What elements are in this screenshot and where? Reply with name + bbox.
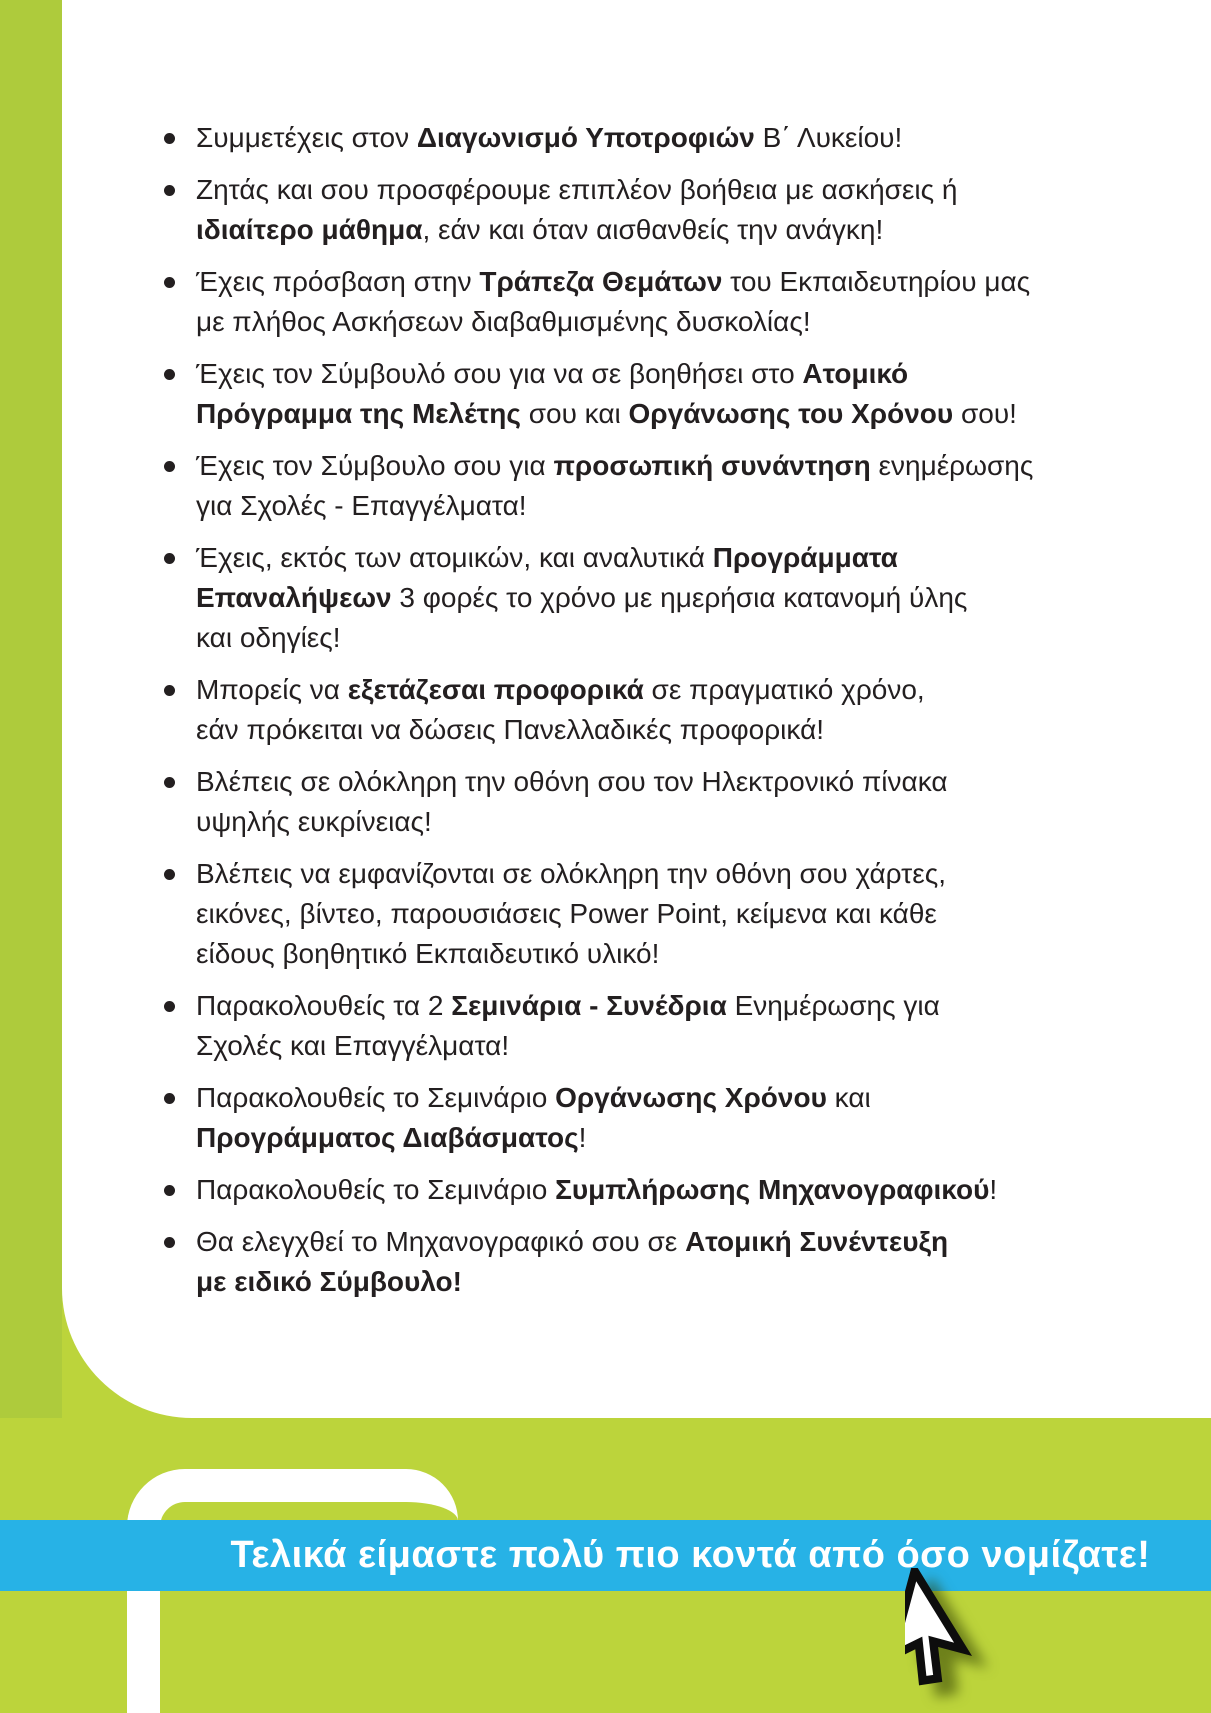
list-item-line	[196, 1170, 1102, 1210]
list-item	[162, 762, 1102, 842]
footer-banner	[0, 1520, 1211, 1591]
text-run: Οργάνωσης του Χρόνου	[628, 398, 954, 429]
list-item-line	[196, 1078, 1102, 1118]
list-item-line	[196, 302, 1102, 342]
list-item-line	[196, 934, 1102, 974]
text-run: και	[826, 1082, 871, 1113]
list-item-line	[196, 170, 1102, 210]
bullet-dot-icon	[164, 277, 175, 288]
list-item-line	[196, 118, 1102, 158]
text-run: Έχεις τον Σύμβουλό σου για να σε βοηθήσει στο	[196, 358, 803, 389]
text-run: εικόνες, βίντεο, παρουσιάσεις Power Point, κείμενα και κάθε	[196, 898, 937, 929]
text-run: , εάν και όταν αισθανθείς την ανάγκη!	[422, 214, 884, 245]
list-item-line	[196, 1118, 1102, 1158]
text-run: Συμπλήρωσης Μηχανογραφικού	[555, 1174, 990, 1205]
text-run: Β΄ Λυκείου!	[754, 122, 903, 153]
bullet-dot-icon	[164, 461, 175, 472]
text-run: Έχεις, εκτός των ατομικών, και αναλυτικά	[196, 542, 713, 573]
text-run: για Σχολές - Επαγγέλματα!	[196, 490, 527, 521]
text-run: Παρακολουθείς τα 2	[196, 990, 452, 1021]
list-item-line	[196, 618, 1102, 658]
text-run: Διαγωνισμό Υποτροφιών	[416, 122, 755, 153]
footer-banner-text: Τελικά είμαστε πολύ πιο κοντά από όσο νομίζατε!	[230, 1534, 1151, 1576]
text-run: Ατομικό	[802, 358, 909, 389]
text-run: εάν πρόκειται να δώσεις Πανελλαδικές προφορικά!	[196, 714, 825, 745]
text-run: Προγράμματος Διαβάσματος	[196, 1122, 579, 1153]
bullet-dot-icon	[164, 869, 175, 880]
list-item	[162, 538, 1102, 658]
list-item	[162, 262, 1102, 342]
text-run: ενημέρωσης	[870, 450, 1034, 481]
list-item	[162, 1222, 1102, 1302]
list-item-line	[196, 538, 1102, 578]
list-item	[162, 446, 1102, 526]
text-run: σε πραγματικό χρόνο,	[643, 674, 925, 705]
bullet-dot-icon	[164, 777, 175, 788]
corner-frame-decoration	[127, 1469, 458, 1713]
list-item-line	[196, 802, 1102, 842]
list-item	[162, 1170, 1102, 1210]
list-item-line	[196, 670, 1102, 710]
text-run: 3 φορές το χρόνο με ημερήσια κατανομή ύλης	[391, 582, 968, 613]
list-item-line	[196, 578, 1102, 618]
text-run: !	[578, 1122, 587, 1153]
bullet-dot-icon	[164, 685, 175, 696]
list-item-line	[196, 486, 1102, 526]
list-item-line	[196, 210, 1102, 250]
text-run: Παρακολουθείς το Σεμινάριο	[196, 1082, 556, 1113]
bullet-dot-icon	[164, 1001, 175, 1012]
text-run: Τράπεζα Θεμάτων	[479, 266, 723, 297]
bullet-dot-icon	[164, 1237, 175, 1248]
text-run: Συμμετέχεις στον	[196, 122, 417, 153]
bullet-dot-icon	[164, 133, 175, 144]
list-item-line	[196, 1262, 1102, 1302]
text-run: Ατομική Συνέντευξη	[685, 1226, 949, 1257]
list-item-line	[196, 446, 1102, 486]
bullet-dot-icon	[164, 369, 175, 380]
text-run: και οδηγίες!	[196, 622, 341, 653]
text-run: σου και	[520, 398, 629, 429]
text-run: είδους βοηθητικό Εκπαιδευτικό υλικό!	[196, 938, 660, 969]
text-run: Ενημέρωσης για	[726, 990, 940, 1021]
list-item	[162, 118, 1102, 158]
list-item-line	[196, 762, 1102, 802]
text-run: υψηλής ευκρίνειας!	[196, 806, 432, 837]
list-item	[162, 986, 1102, 1066]
text-run: Θα ελεγχθεί το Μηχανογραφικό σου σε	[196, 1226, 686, 1257]
text-run: του Εκπαιδευτηρίου μας	[722, 266, 1031, 297]
text-run: Σχολές και Επαγγέλματα!	[196, 1030, 510, 1061]
list-item-line	[196, 854, 1102, 894]
list-item-line	[196, 354, 1102, 394]
list-item-line	[196, 986, 1102, 1026]
text-run: σου!	[953, 398, 1017, 429]
list-item-line	[196, 394, 1102, 434]
text-run: Πρόγραμμα της Μελέτης	[196, 398, 521, 429]
text-run: Οργάνωσης Χρόνου	[555, 1082, 827, 1113]
list-item-line	[196, 1026, 1102, 1066]
list-item-line	[196, 710, 1102, 750]
text-run: Έχεις τον Σύμβουλο σου για	[196, 450, 554, 481]
text-run: Έχεις πρόσβαση στην	[196, 266, 480, 297]
mouse-cursor-icon	[905, 1568, 1005, 1696]
list-item-line	[196, 894, 1102, 934]
list-item-line	[196, 1222, 1102, 1262]
content-panel	[62, 0, 1211, 1418]
list-item-line	[196, 262, 1102, 302]
text-run: προσωπική συνάντηση	[553, 450, 871, 481]
text-run: ιδιαίτερο μάθημα	[196, 214, 423, 245]
text-run: Σεμινάρια - Συνέδρια	[451, 990, 727, 1021]
list-item	[162, 170, 1102, 250]
list-item	[162, 1078, 1102, 1158]
text-run: με πλήθος Ασκήσεων διαβαθμισμένης δυσκολίας!	[196, 306, 811, 337]
text-run: Μπορείς να	[196, 674, 348, 705]
text-run: !	[989, 1174, 998, 1205]
bullet-dot-icon	[164, 185, 175, 196]
left-accent-bar	[0, 0, 62, 1418]
text-run: Βλέπεις να εμφανίζονται σε ολόκληρη την οθόνη σου χάρτες,	[196, 858, 946, 889]
text-run: με ειδικό Σύμβουλο!	[196, 1266, 462, 1297]
list-item	[162, 670, 1102, 750]
list-item	[162, 854, 1102, 974]
text-run: Επαναλήψεων	[196, 582, 392, 613]
text-run: Προγράμματα	[712, 542, 898, 573]
bullet-dot-icon	[164, 1185, 175, 1196]
text-run: Παρακολουθείς το Σεμινάριο	[196, 1174, 556, 1205]
list-item	[162, 354, 1102, 434]
bullet-dot-icon	[164, 553, 175, 564]
text-run: εξετάζεσαι προφορικά	[347, 674, 644, 705]
benefits-list	[162, 118, 1102, 1314]
text-run: Βλέπεις σε ολόκληρη την οθόνη σου τον Ηλεκτρονικό πίνακα	[196, 766, 948, 797]
text-run: Ζητάς και σου προσφέρουμε επιπλέον βοήθεια με ασκήσεις ή	[196, 174, 958, 205]
bullet-dot-icon	[164, 1093, 175, 1104]
